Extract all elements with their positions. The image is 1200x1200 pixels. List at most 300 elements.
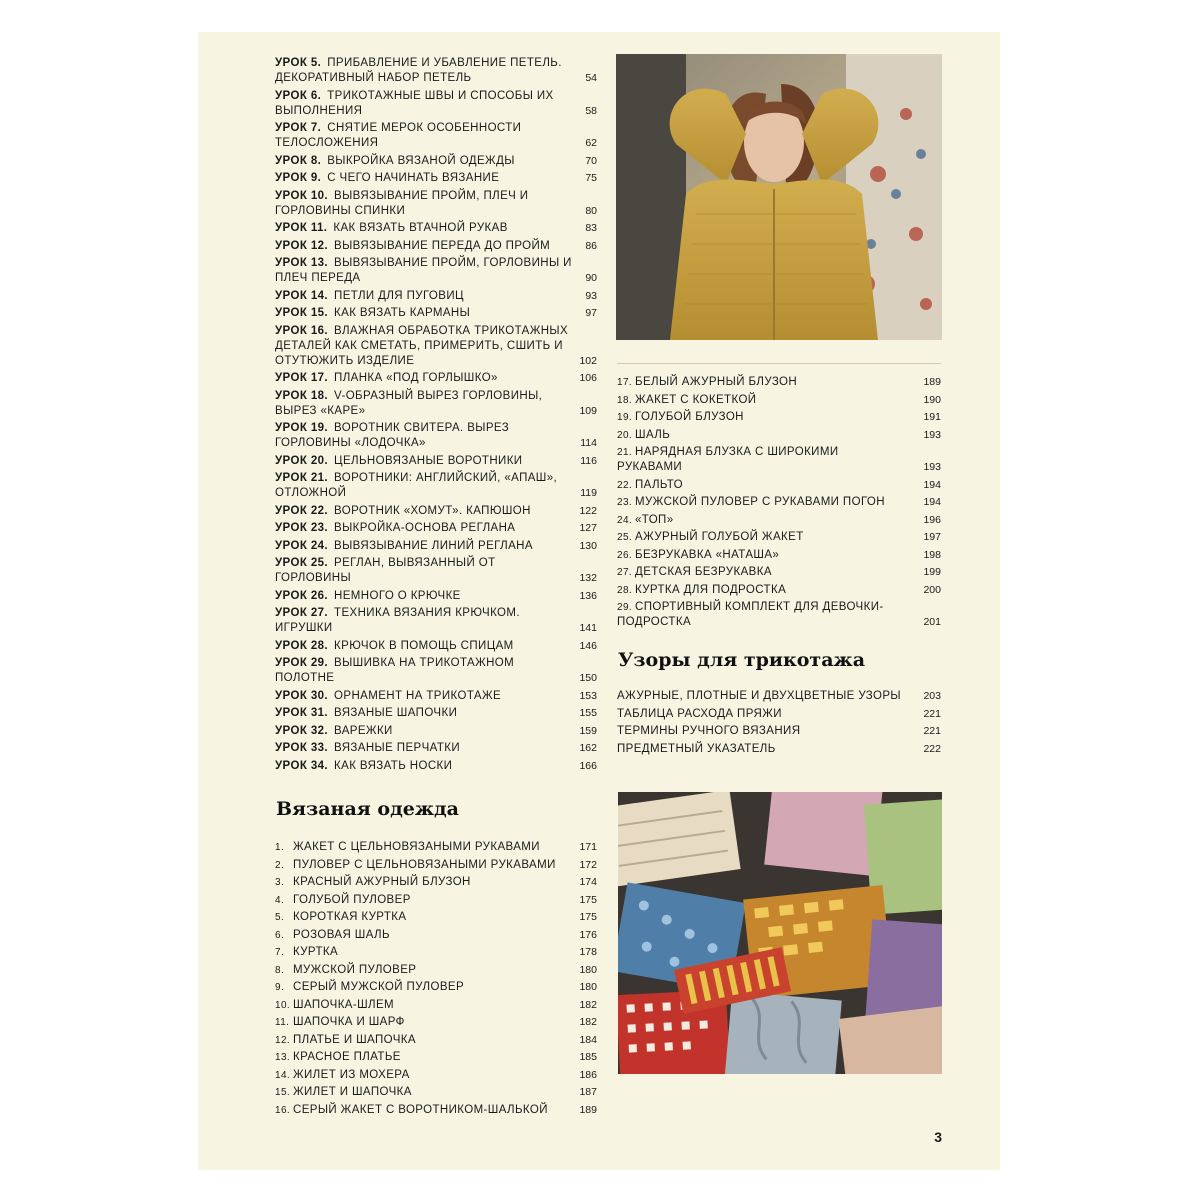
page-ref: 193 <box>923 428 941 441</box>
entry-title <box>275 389 597 419</box>
lesson-entry <box>275 306 597 321</box>
page-ref: 178 <box>579 946 597 958</box>
clothing-entry <box>275 840 597 855</box>
page-ref: 106 <box>579 372 597 384</box>
lesson-entry <box>275 521 597 536</box>
entry-title <box>275 171 597 186</box>
lesson-label: УРОК 27. <box>275 607 329 619</box>
entry-text: ПЛАНКА «ПОД ГОРЛЫШКО» <box>334 372 498 384</box>
entry-text: КАК ВЯЗАТЬ КАРМАНЫ <box>334 307 471 319</box>
clothing-entry <box>275 980 597 995</box>
entry-title <box>275 289 597 304</box>
entry-title <box>275 928 597 943</box>
entry-title <box>275 121 597 151</box>
page-ref: 221 <box>923 725 941 737</box>
page-ref: 189 <box>579 1103 597 1116</box>
lesson-label: УРОК 7. <box>275 122 322 134</box>
page-ref: 191 <box>923 411 941 423</box>
lesson-entry <box>275 724 597 739</box>
entry-text: ЖАКЕТ С ЦЕЛЬНОВЯЗАНЫМИ РУКАВАМИ <box>293 841 540 853</box>
lesson-label: УРОК 29. <box>275 657 329 669</box>
lesson-label: УРОК 21. <box>275 472 329 484</box>
clothing-entry <box>275 1033 597 1048</box>
entry-title <box>275 639 597 654</box>
entry-title <box>275 306 597 321</box>
entry-title <box>275 221 597 236</box>
entry-number: 15. <box>275 1087 291 1098</box>
woman-in-sweater-photo <box>616 54 942 340</box>
entry-title <box>275 324 597 369</box>
lesson-label: УРОК 10. <box>275 189 329 202</box>
lesson-label: УРОК 30. <box>275 689 329 702</box>
clothing-entry <box>617 600 941 630</box>
clothing-entry <box>617 513 941 528</box>
lesson-entry <box>275 539 597 554</box>
entry-title <box>275 910 597 925</box>
entry-title <box>275 998 597 1013</box>
entry-text: ЖИЛЕТ ИЗ МОХЕРА <box>293 1068 410 1081</box>
page-ref: 187 <box>579 1086 597 1098</box>
entry-text: ВЫВЯЗЫВАНИЕ ПЕРЕДА ДО ПРОЙМ <box>334 239 551 252</box>
lesson-label: УРОК 24. <box>275 539 329 552</box>
lessons-list <box>275 56 597 776</box>
lesson-entry <box>275 371 597 386</box>
page-ref: 93 <box>585 289 597 302</box>
entry-text: ПАЛЬТО <box>635 478 683 491</box>
lesson-entry <box>275 556 597 586</box>
lesson-label: УРОК 17. <box>275 372 329 384</box>
page-ref: 186 <box>579 1068 597 1081</box>
entry-number: 2. <box>275 859 285 871</box>
entry-number: 7. <box>275 947 285 958</box>
entry-title <box>275 454 597 469</box>
entry-title <box>275 421 597 451</box>
entry-title <box>275 56 597 86</box>
page-ref: 86 <box>585 239 597 252</box>
entry-text: С ЧЕГО НАЧИНАТЬ ВЯЗАНИЕ <box>327 172 500 184</box>
entry-number: 10. <box>275 999 291 1011</box>
clothing-entry <box>275 893 597 908</box>
pattern-entry <box>617 724 941 739</box>
page-ref: 200 <box>923 583 941 596</box>
lesson-label: УРОК 6. <box>275 89 322 102</box>
entry-text: КРАСНЫЙ АЖУРНЫЙ БЛУЗОН <box>293 876 471 888</box>
entry-title <box>275 539 597 554</box>
page-ref: 203 <box>923 690 941 702</box>
entry-title <box>617 410 941 425</box>
entry-title <box>617 724 941 739</box>
page-ref: 141 <box>579 622 597 634</box>
entry-number: 1. <box>275 842 285 853</box>
entry-text: ПРИБАВЛЕНИЕ И УБАВЛЕНИЕ ПЕТЕЛЬ. ДЕКОРАТИВНЫЙ НАБОР ПЕТЕЛЬ <box>275 57 562 84</box>
entry-text: ШАПОЧКА И ШАРФ <box>293 1016 405 1028</box>
page-ref: 155 <box>579 707 597 719</box>
lesson-label: УРОК 23. <box>275 522 329 534</box>
page-ref: 171 <box>579 841 597 853</box>
entry-text: ЦЕЛЬНОВЯЗАНЫЕ ВОРОТНИКИ <box>334 454 523 467</box>
clothing-entry <box>617 530 941 545</box>
entry-number: 23. <box>617 497 633 508</box>
page-ref: 184 <box>579 1033 597 1046</box>
entry-text: АЖУРНЫЙ ГОЛУБОЙ ЖАКЕТ <box>635 531 804 543</box>
entry-title <box>275 504 597 519</box>
clothing-list <box>275 840 597 1120</box>
entry-text: ВЫВЯЗЫВАНИЕ ПРОЙМ, ГОРЛОВИНЫ И ПЛЕЧ ПЕРЕДА <box>275 257 572 284</box>
entry-text: МУЖСКОЙ ПУЛОВЕР С РУКАВАМИ ПОГОН <box>635 496 885 508</box>
clothing-entry <box>617 495 941 510</box>
section-divider <box>617 363 941 364</box>
clothing-entry <box>617 565 941 580</box>
lesson-label: УРОК 26. <box>275 589 329 602</box>
page-ref: 193 <box>923 461 941 473</box>
entry-title <box>275 589 597 604</box>
page-ref: 80 <box>585 204 597 217</box>
entry-title <box>275 256 597 286</box>
entry-title <box>275 893 597 908</box>
lesson-label: УРОК 9. <box>275 172 322 184</box>
page-ref: 119 <box>580 487 597 499</box>
entry-number: 21. <box>617 447 633 458</box>
clothing-entry <box>617 428 941 443</box>
entry-number: 27. <box>617 567 633 578</box>
lesson-entry <box>275 504 597 519</box>
entry-text: ВЫВЯЗЫВАНИЕ ПРОЙМ, ПЛЕЧ И ГОРЛОВИНЫ СПИНКИ <box>275 189 529 217</box>
lesson-label: УРОК 8. <box>275 154 322 167</box>
entry-title <box>275 741 597 756</box>
entry-text: КАК ВЯЗАТЬ ВТАЧНОЙ РУКАВ <box>333 222 508 234</box>
entry-number: 20. <box>617 429 633 441</box>
lesson-entry <box>275 454 597 469</box>
entry-title <box>275 840 597 855</box>
lesson-entry <box>275 121 597 151</box>
lesson-label: УРОК 12. <box>275 239 329 252</box>
entry-text: ЖАКЕТ С КОКЕТКОЙ <box>635 393 757 406</box>
entry-number: 26. <box>617 549 633 561</box>
lesson-label: УРОК 19. <box>275 422 329 434</box>
page-ref: 222 <box>923 742 941 755</box>
entry-title <box>617 445 941 475</box>
entry-title <box>617 513 941 528</box>
page-number: 3 <box>934 1129 942 1145</box>
page-ref: 166 <box>579 759 597 772</box>
entry-title <box>275 1033 597 1048</box>
lesson-entry <box>275 656 597 686</box>
entry-text: СЕРЫЙ МУЖСКОЙ ПУЛОВЕР <box>293 981 465 993</box>
lesson-label: УРОК 34. <box>275 759 329 772</box>
entry-number: 11. <box>275 1017 290 1028</box>
entry-text: ДЕТСКАЯ БЕЗРУКАВКА <box>635 566 772 578</box>
entry-title <box>275 875 597 890</box>
pattern-entry <box>617 707 941 722</box>
lesson-entry <box>275 606 597 636</box>
lesson-entry <box>275 171 597 186</box>
lesson-label: УРОК 31. <box>275 707 329 719</box>
lesson-entry <box>275 471 597 501</box>
lesson-entry <box>275 389 597 419</box>
entry-text: ВЯЗАНЫЕ ШАПОЧКИ <box>334 707 458 719</box>
clothing-entry <box>617 583 941 598</box>
entry-text: МУЖСКОЙ ПУЛОВЕР <box>293 963 417 976</box>
entry-title <box>275 471 597 501</box>
entry-text: ВЛАЖНАЯ ОБРАБОТКА ТРИКОТАЖНЫХ ДЕТАЛЕЙ КАК СМЕТАТЬ, ПРИМЕРИТЬ, СШИТЬ И ОТУТЮЖИТЬ ИЗДЕЛИЕ <box>275 324 569 367</box>
entry-title <box>275 980 597 995</box>
entry-title <box>275 724 597 739</box>
page-ref: 194 <box>923 478 941 491</box>
entry-title <box>617 393 941 408</box>
lesson-entry <box>275 154 597 169</box>
page-ref: 127 <box>579 522 597 534</box>
lesson-label: УРОК 28. <box>275 639 329 652</box>
page-ref: 182 <box>579 1016 597 1028</box>
entry-title <box>617 428 941 443</box>
clothing-entry <box>275 1068 597 1083</box>
lesson-label: УРОК 13. <box>275 257 329 269</box>
entry-title <box>617 495 941 510</box>
pattern-entry <box>617 689 941 704</box>
lesson-label: УРОК 25. <box>275 557 329 569</box>
page-ref: 97 <box>585 307 597 319</box>
entry-title <box>275 1085 597 1100</box>
patterns-heading: Узоры для трикотажа <box>618 649 865 671</box>
clothing-entry <box>275 1050 597 1065</box>
entry-text: ГОЛУБОЙ БЛУЗОН <box>635 411 744 423</box>
page-ref: 62 <box>585 137 597 149</box>
page-ref: 172 <box>579 858 597 871</box>
page-ref: 199 <box>923 566 941 578</box>
lesson-entry <box>275 741 597 756</box>
entry-title <box>617 530 941 545</box>
entry-text: ВАРЕЖКИ <box>334 724 393 737</box>
entry-number: 29. <box>617 602 633 613</box>
entry-text: КРЮЧОК В ПОМОЩЬ СПИЦАМ <box>334 639 514 652</box>
entry-number: 19. <box>617 412 633 423</box>
entry-title <box>275 656 597 686</box>
entry-text: ШАПОЧКА-ШЛЕМ <box>293 998 395 1011</box>
lesson-entry <box>275 239 597 254</box>
entry-title <box>275 1103 597 1118</box>
page-ref: 189 <box>923 376 941 388</box>
entry-text: ВЫКРОЙКА ВЯЗАНОЙ ОДЕЖДЫ <box>327 154 515 167</box>
entry-number: 12. <box>275 1034 291 1046</box>
page-ref: 153 <box>579 689 597 702</box>
clothing-heading: Вязаная одежда <box>276 798 459 820</box>
lesson-label: УРОК 11. <box>275 222 328 234</box>
clothing-entry <box>617 548 941 563</box>
lesson-entry <box>275 89 597 119</box>
entry-title <box>275 154 597 169</box>
lesson-entry <box>275 421 597 451</box>
lesson-label: УРОК 18. <box>275 389 329 402</box>
entry-text: СЕРЫЙ ЖАКЕТ С ВОРОТНИКОМ-ШАЛЬКОЙ <box>293 1103 548 1116</box>
page-ref: 109 <box>579 404 597 417</box>
lesson-label: УРОК 32. <box>275 724 329 737</box>
entry-title <box>275 606 597 636</box>
page-ref: 221 <box>923 707 941 720</box>
entry-number: 9. <box>275 982 285 993</box>
entry-text: ТАБЛИЦА РАСХОДА ПРЯЖИ <box>617 707 782 720</box>
page-ref: 176 <box>579 928 597 941</box>
lesson-entry <box>275 256 597 286</box>
lesson-entry <box>275 289 597 304</box>
entry-title <box>617 478 941 493</box>
clothing-entry <box>617 393 941 408</box>
page-ref: 83 <box>585 222 597 234</box>
page-ref: 70 <box>585 154 597 167</box>
entry-number: 3. <box>275 877 285 888</box>
page-ref: 58 <box>585 104 597 117</box>
entry-title <box>275 689 597 704</box>
clothing-entry <box>275 858 597 873</box>
entry-text: КРАСНОЕ ПЛАТЬЕ <box>293 1051 401 1063</box>
page-ref: 194 <box>923 496 941 508</box>
entry-text: ЖИЛЕТ И ШАПОЧКА <box>293 1086 412 1098</box>
entry-text: «ТОП» <box>635 513 674 526</box>
entry-title <box>275 858 597 873</box>
page-ref: 132 <box>579 572 597 584</box>
entry-title <box>275 189 597 219</box>
entry-title <box>617 583 941 598</box>
clothing-entry <box>275 910 597 925</box>
page-ref: 136 <box>579 589 597 602</box>
page-ref: 201 <box>923 616 941 628</box>
knit-swatches-photo <box>618 792 942 1074</box>
entry-text: ВЫШИВКА НА ТРИКОТАЖНОМ ПОЛОТНЕ <box>275 657 515 684</box>
entry-text: ТЕРМИНЫ РУЧНОГО ВЯЗАНИЯ <box>617 725 801 737</box>
entry-number: 5. <box>275 912 285 923</box>
entry-number: 18. <box>617 394 633 406</box>
entry-title <box>275 556 597 586</box>
page-ref: 162 <box>579 742 597 754</box>
page-ref: 75 <box>585 172 597 184</box>
lesson-entry <box>275 759 597 774</box>
entry-title <box>275 706 597 721</box>
lesson-entry <box>275 56 597 86</box>
lesson-label: УРОК 15. <box>275 307 329 319</box>
entry-number: 22. <box>617 479 633 491</box>
lesson-label: УРОК 14. <box>275 289 329 302</box>
entry-text: НАРЯДНАЯ БЛУЗКА С ШИРОКИМИ РУКАВАМИ <box>617 446 839 473</box>
page-ref: 114 <box>580 437 597 449</box>
clothing-list-continued <box>617 375 941 633</box>
lesson-entry <box>275 189 597 219</box>
clothing-entry <box>275 1085 597 1100</box>
entry-title <box>617 689 941 704</box>
clothing-entry <box>275 998 597 1013</box>
lesson-entry <box>275 689 597 704</box>
entry-text: ВЫВЯЗЫВАНИЕ ЛИНИЙ РЕГЛАНА <box>334 539 533 552</box>
entry-title <box>275 1050 597 1065</box>
entry-title <box>275 963 597 978</box>
entry-number: 17. <box>617 377 633 388</box>
page-ref: 190 <box>923 393 941 406</box>
page-ref: 175 <box>579 911 597 923</box>
entry-title <box>275 1015 597 1030</box>
lesson-entry <box>275 221 597 236</box>
entry-title <box>617 600 941 630</box>
page-ref: 159 <box>579 724 597 737</box>
entry-number: 16. <box>275 1104 291 1116</box>
lesson-entry <box>275 706 597 721</box>
page-ref: 197 <box>923 531 941 543</box>
entry-title <box>275 759 597 774</box>
entry-text: БЕЛЫЙ АЖУРНЫЙ БЛУЗОН <box>635 376 798 388</box>
entry-title <box>275 371 597 386</box>
pattern-entry <box>617 742 941 757</box>
clothing-entry <box>617 410 941 425</box>
entry-text: ПЕТЛИ ДЛЯ ПУГОВИЦ <box>334 289 464 302</box>
page-ref: 54 <box>585 72 597 84</box>
entry-text: НЕМНОГО О КРЮЧКЕ <box>334 589 461 602</box>
entry-text: ВОРОТНИКИ: АНГЛИЙСКИЙ, «АПАШ», ОТЛОЖНОЙ <box>275 472 558 499</box>
lesson-label: УРОК 16. <box>275 324 329 337</box>
entry-number: 28. <box>617 584 633 596</box>
entry-number: 8. <box>275 964 285 976</box>
page-ref: 150 <box>579 672 597 684</box>
entry-number: 24. <box>617 514 633 526</box>
page-ref: 180 <box>579 963 597 976</box>
entry-title <box>275 521 597 536</box>
page-ref: 116 <box>580 454 597 467</box>
entry-title <box>275 1068 597 1083</box>
entry-text: ВОРОТНИК СВИТЕРА. ВЫРЕЗ ГОРЛОВИНЫ «ЛОДОЧКА» <box>275 422 510 449</box>
entry-text: ШАЛЬ <box>635 428 671 441</box>
entry-number: 6. <box>275 929 285 941</box>
entry-title <box>617 742 941 757</box>
page-ref: 102 <box>579 354 597 367</box>
clothing-entry <box>275 875 597 890</box>
patterns-list <box>617 689 941 759</box>
entry-text: ГОЛУБОЙ ПУЛОВЕР <box>293 893 411 906</box>
lesson-entry <box>275 589 597 604</box>
entry-title <box>617 707 941 722</box>
entry-title <box>275 945 597 960</box>
page-ref: 175 <box>579 893 597 906</box>
entry-text: ПРЕДМЕТНЫЙ УКАЗАТЕЛЬ <box>617 742 776 755</box>
entry-text: V-ОБРАЗНЫЙ ВЫРЕЗ ГОРЛОВИНЫ, ВЫРЕЗ «КАРЕ» <box>275 389 543 417</box>
entry-text: ВОРОТНИК «ХОМУТ». КАПЮШОН <box>334 504 531 517</box>
page-ref: 198 <box>923 548 941 561</box>
entry-text: КОРОТКАЯ КУРТКА <box>293 911 407 923</box>
entry-text: ВЫКРОЙКА-ОСНОВА РЕГЛАНА <box>334 522 516 534</box>
clothing-entry <box>275 1015 597 1030</box>
entry-text: БЕЗРУКАВКА «НАТАША» <box>635 548 780 561</box>
lesson-label: УРОК 5. <box>275 57 322 69</box>
entry-text: ОРНАМЕНТ НА ТРИКОТАЖЕ <box>334 689 502 702</box>
lesson-entry <box>275 639 597 654</box>
entry-number: 13. <box>275 1052 291 1063</box>
entry-text: ПУЛОВЕР С ЦЕЛЬНОВЯЗАНЫМИ РУКАВАМИ <box>293 858 556 871</box>
entry-text: СНЯТИЕ МЕРОК ОСОБЕННОСТИ ТЕЛОСЛОЖЕНИЯ <box>275 122 522 149</box>
entry-text: РЕГЛАН, ВЫВЯЗАННЫЙ ОТ ГОРЛОВИНЫ <box>275 557 496 584</box>
page-ref: 180 <box>579 981 597 993</box>
clothing-entry <box>617 375 941 390</box>
entry-title <box>617 548 941 563</box>
entry-text: КУРТКА ДЛЯ ПОДРОСТКА <box>635 583 787 596</box>
entry-text: ТРИКОТАЖНЫЕ ШВЫ И СПОСОБЫ ИХ ВЫПОЛНЕНИЯ <box>275 89 554 117</box>
clothing-entry <box>617 445 941 475</box>
clothing-entry <box>617 478 941 493</box>
entry-number: 25. <box>617 532 633 543</box>
page-ref: 130 <box>579 539 597 552</box>
clothing-entry <box>275 1103 597 1118</box>
page-ref: 182 <box>579 998 597 1011</box>
clothing-entry <box>275 945 597 960</box>
lesson-label: УРОК 33. <box>275 742 329 754</box>
lesson-label: УРОК 20. <box>275 454 329 467</box>
page-ref: 196 <box>923 513 941 526</box>
entry-number: 14. <box>275 1069 291 1081</box>
entry-text: АЖУРНЫЕ, ПЛОТНЫЕ И ДВУХЦВЕТНЫЕ УЗОРЫ <box>617 690 901 702</box>
